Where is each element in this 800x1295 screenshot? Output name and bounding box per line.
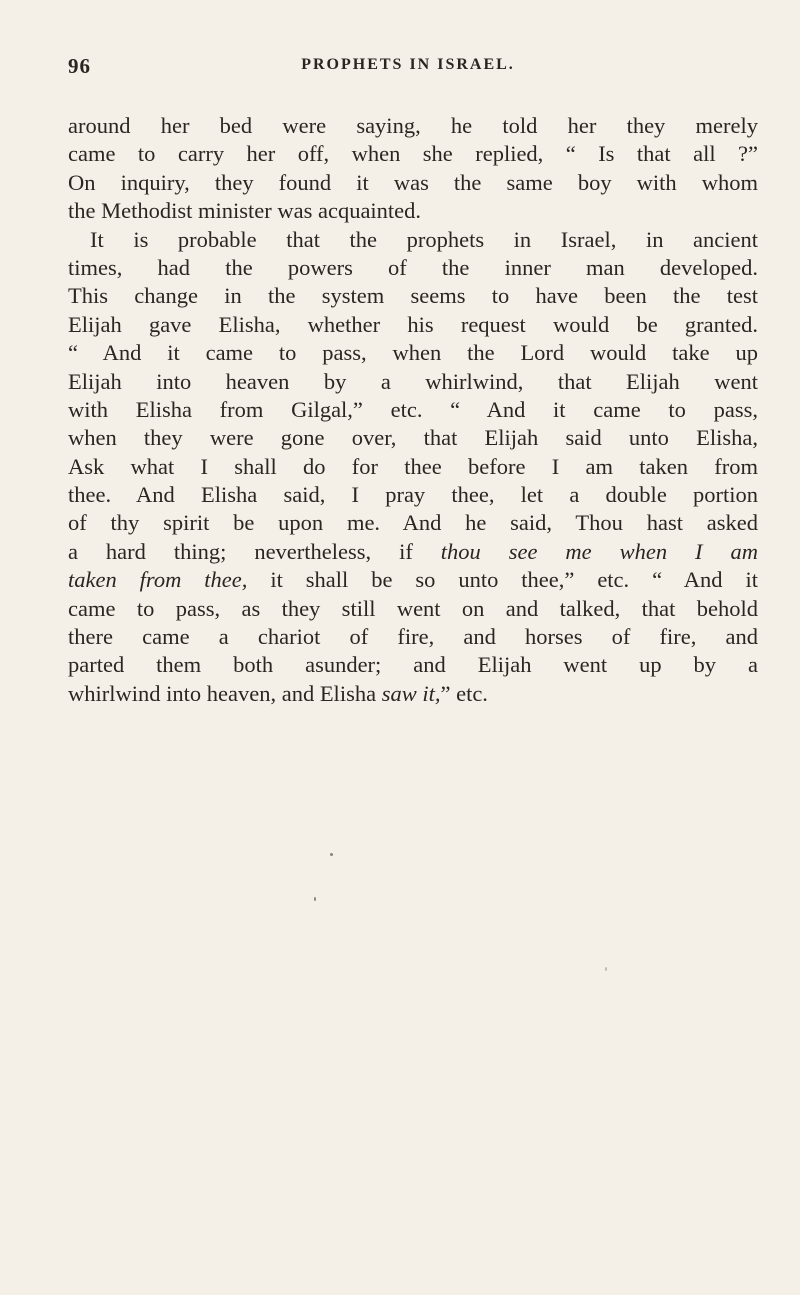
text-run: It is probable that the prophets in Israel, in ancient bbox=[90, 226, 758, 252]
text-line bbox=[68, 623, 758, 651]
text-run: around her bed were saying, he told her they merely bbox=[68, 113, 758, 138]
text-run: whirlwind into heaven, and Elisha bbox=[68, 680, 382, 706]
text-run: This change in the system seems to have been the test bbox=[68, 283, 758, 309]
text-run: the Methodist minister was acquainted. bbox=[68, 198, 422, 224]
text-line bbox=[68, 169, 758, 197]
text-run: a hard thing; nevertheless, if bbox=[68, 538, 441, 564]
text-run: came to pass, as they still went on and talked, that behold bbox=[68, 595, 758, 621]
text-line bbox=[68, 254, 758, 282]
paper-speck bbox=[605, 967, 607, 971]
page-number: 96 bbox=[68, 54, 91, 78]
text-line bbox=[68, 424, 758, 452]
text-line bbox=[68, 680, 758, 708]
text-line bbox=[68, 538, 758, 566]
text-line bbox=[68, 311, 758, 339]
text-run: Elijah into heaven by a whirlwind, that Elijah went bbox=[68, 368, 758, 394]
text-run: thee. And Elisha said, I pray thee, let a double portion bbox=[68, 482, 758, 508]
text-line bbox=[68, 282, 758, 310]
text-line bbox=[68, 481, 758, 509]
italic-text: saw it, bbox=[381, 680, 441, 706]
text-line bbox=[68, 651, 758, 679]
text-run: times, had the powers of the inner man developed. bbox=[68, 254, 758, 280]
paper-speck bbox=[330, 853, 333, 856]
text-line bbox=[68, 197, 758, 225]
text-run: there came a chariot of fire, and horses of fire, and bbox=[68, 624, 758, 650]
text-run: came to carry her off, when she replied, “ Is that all ?” bbox=[68, 141, 758, 167]
text-run: ” etc. bbox=[440, 680, 488, 706]
text-line bbox=[68, 595, 758, 623]
text-run: Elijah gave Elisha, whether his request would be granted. bbox=[68, 311, 758, 337]
text-line bbox=[68, 140, 758, 168]
text-run: it shall be so unto thee,” etc. “ And it bbox=[247, 567, 758, 593]
italic-text: thou see me when I am bbox=[440, 538, 758, 564]
text-run: “ And it came to pass, when the Lord would take up bbox=[68, 340, 758, 366]
text-line bbox=[68, 509, 758, 537]
text-line bbox=[68, 396, 758, 424]
text-line bbox=[68, 112, 758, 140]
paragraph bbox=[68, 112, 758, 226]
text-line bbox=[68, 566, 758, 594]
text-run: Ask what I shall do for thee before I am taken from bbox=[68, 453, 758, 479]
body-text bbox=[68, 112, 758, 708]
running-head bbox=[68, 54, 748, 78]
text-run: On inquiry, they found it was the same boy with whom bbox=[68, 169, 758, 195]
paragraph bbox=[68, 226, 758, 709]
text-run: parted them both asunder; and Elijah went up by a bbox=[68, 652, 758, 678]
text-run: of thy spirit be upon me. And he said, Thou hast asked bbox=[68, 510, 758, 536]
text-run: with Elisha from Gilgal,” etc. “ And it came to pass, bbox=[68, 396, 758, 422]
running-title: PROPHETS IN ISRAEL. bbox=[301, 56, 515, 73]
text-line bbox=[68, 453, 758, 481]
text-line bbox=[68, 339, 758, 367]
paper-speck bbox=[314, 897, 316, 901]
italic-text: taken from thee, bbox=[68, 567, 248, 593]
text-line bbox=[68, 368, 758, 396]
text-line bbox=[68, 226, 758, 254]
text-run: when they were gone over, that Elijah said unto Elisha, bbox=[68, 425, 758, 451]
